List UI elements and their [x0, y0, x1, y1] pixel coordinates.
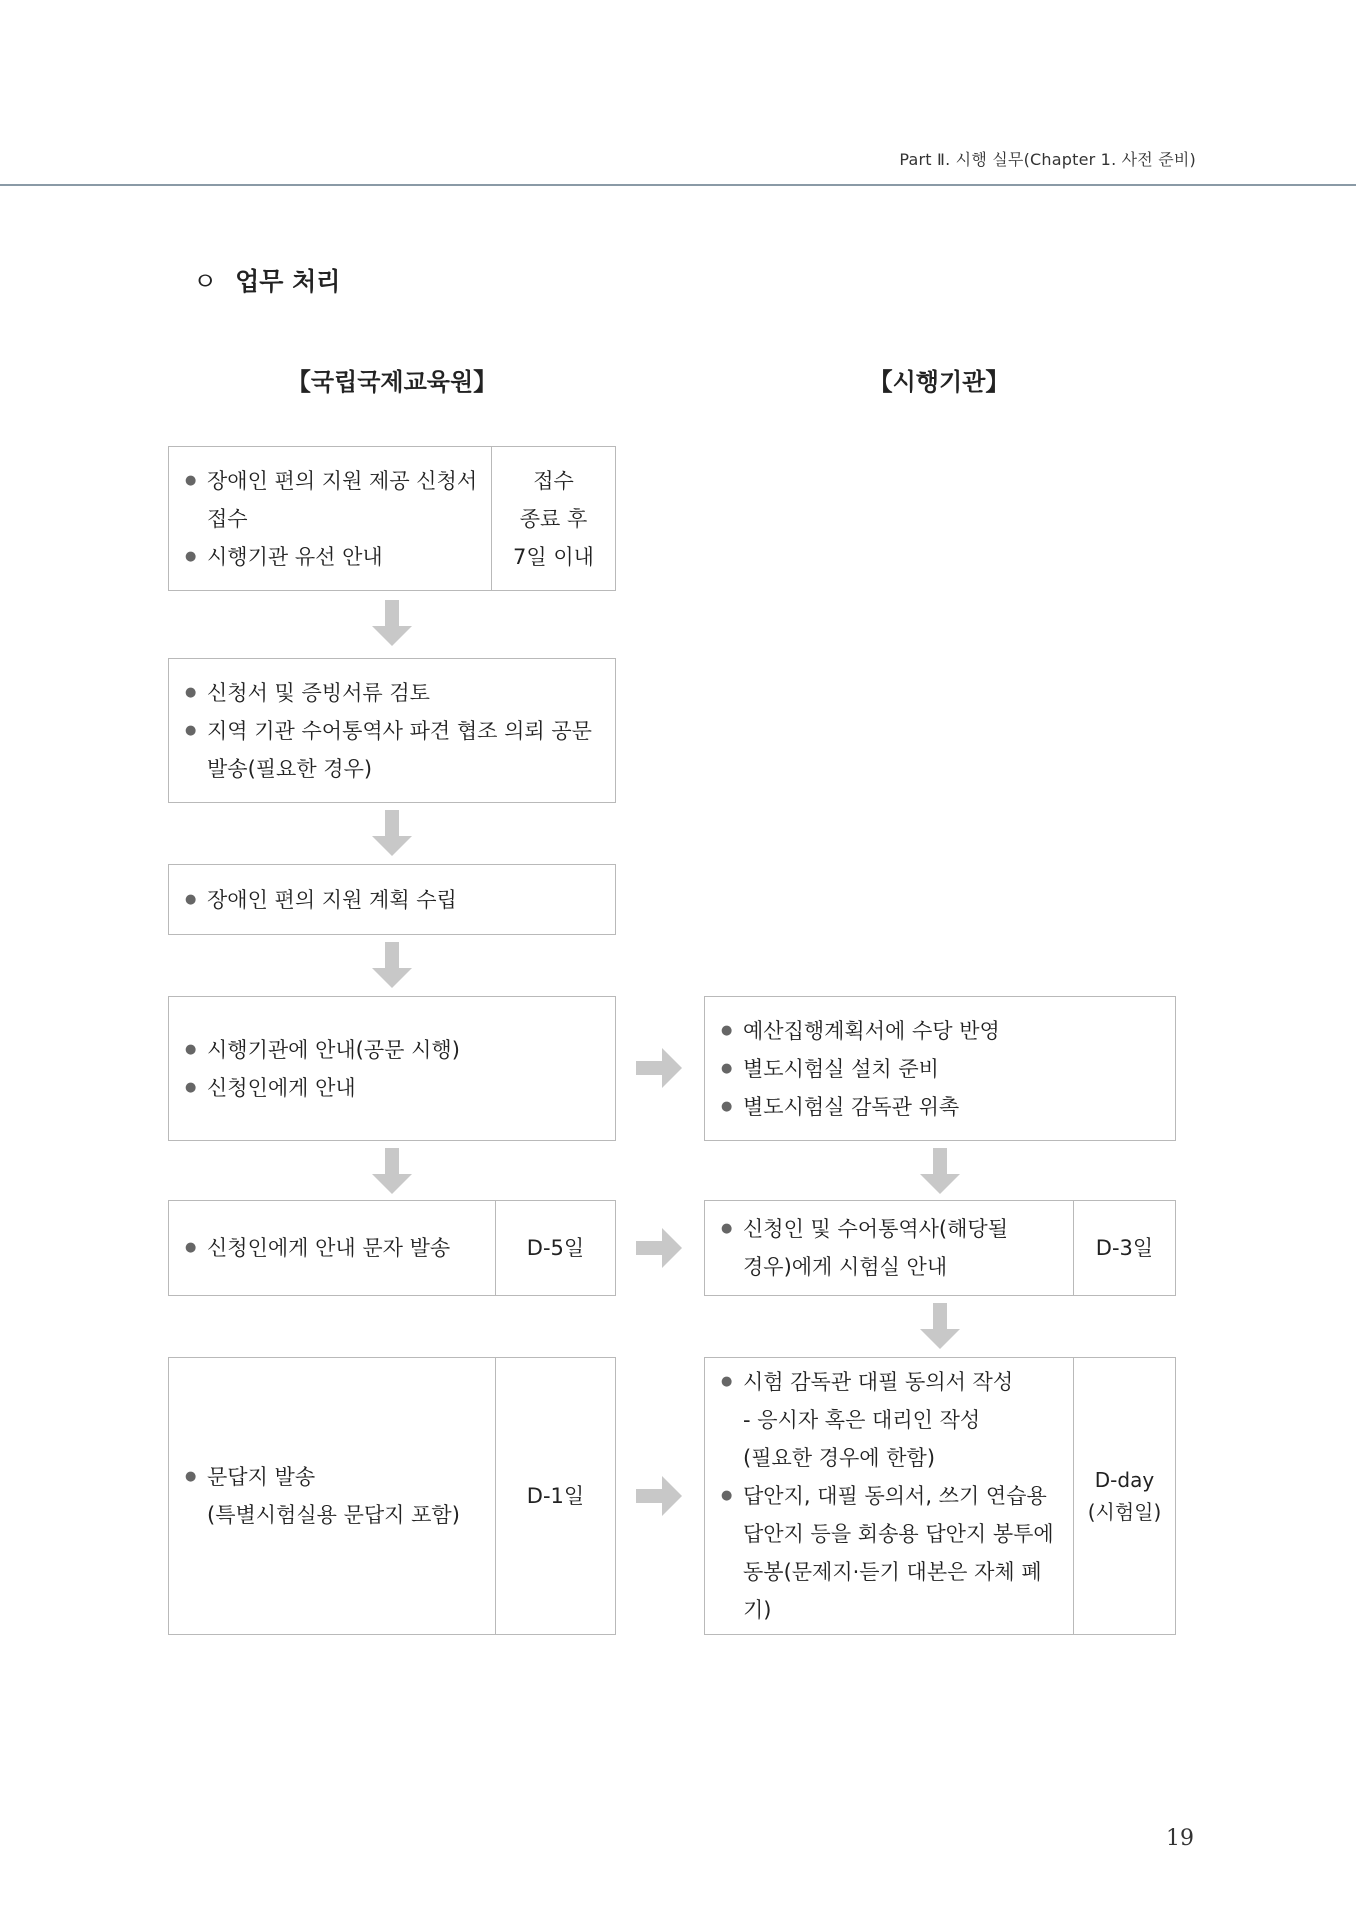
list-item: ● 답안지, 대필 동의서, 쓰기 연습용 답안지 등을 회송용 답안지 봉투에 동봉(문제지·듣기 대본은 자체 폐기)	[721, 1477, 1063, 1629]
step-box-support-plan	[168, 864, 616, 935]
list-item: ● 신청인에게 안내	[185, 1069, 605, 1107]
right-arrow-icon	[636, 1046, 684, 1090]
down-arrow-icon	[918, 1303, 962, 1351]
down-arrow-icon	[370, 810, 414, 858]
step-box-send-sms	[168, 1200, 616, 1296]
timing-cell: D-5일	[495, 1201, 615, 1295]
bullet-icon: ●	[721, 1022, 733, 1038]
list-item: ● 장애인 편의 지원 제공 신청서 접수	[185, 462, 481, 538]
right-arrow-icon	[636, 1226, 684, 1270]
right-arrow-icon	[636, 1474, 684, 1518]
list-item: ● 별도시험실 감독관 위촉	[721, 1088, 1165, 1126]
bullet-icon: ●	[185, 1240, 197, 1255]
bullet-icon: ●	[185, 1079, 197, 1095]
section-bullet: ㅇ	[193, 267, 218, 296]
list-item: ● 신청서 및 증빙서류 검토	[185, 674, 605, 712]
list-item: ● 문답지 발송 (특별시험실용 문답지 포함)	[185, 1458, 485, 1534]
bullet-icon: ●	[185, 684, 197, 700]
step-box-ship-papers	[168, 1357, 616, 1635]
list-item: ● 시험 감독관 대필 동의서 작성 - 응시자 혹은 대리인 작성 (필요한 경우에 한함)	[721, 1363, 1063, 1477]
list-item: ● 장애인 편의 지원 계획 수립	[185, 881, 605, 919]
step-box-exam-room-prep	[704, 996, 1176, 1141]
list-item: ● 신청인 및 수어통역사(해당될 경우)에게 시험실 안내	[721, 1210, 1063, 1286]
section-heading	[193, 262, 340, 298]
timing-cell: D-3일	[1073, 1201, 1175, 1295]
bullet-icon: ●	[721, 1060, 733, 1076]
list-item: ● 별도시험실 설치 준비	[721, 1050, 1165, 1088]
bullet-icon: ●	[185, 548, 197, 564]
running-header: Part Ⅱ. 시행 실무(Chapter 1. 사전 준비)	[899, 150, 1196, 169]
bullet-icon: ●	[721, 1374, 733, 1389]
bullet-icon: ●	[721, 1221, 733, 1236]
column-header-left: 【국립국제교육원】	[286, 368, 498, 396]
bullet-icon: ●	[721, 1488, 733, 1503]
step-box-review-documents	[168, 658, 616, 803]
down-arrow-icon	[370, 600, 414, 648]
page-number: 19	[1166, 1826, 1194, 1851]
down-arrow-icon	[918, 1148, 962, 1196]
bullet-icon: ●	[185, 1041, 197, 1057]
list-item: ● 신청인에게 안내 문자 발송	[185, 1229, 485, 1267]
header-divider	[0, 184, 1356, 186]
timing-cell: D-day (시험일)	[1073, 1358, 1175, 1634]
list-item: ● 예산집행계획서에 수당 반영	[721, 1012, 1165, 1050]
list-item: ● 지역 기관 수어통역사 파견 협조 의뢰 공문 발송(필요한 경우)	[185, 712, 605, 788]
down-arrow-icon	[370, 1148, 414, 1196]
bullet-icon: ●	[185, 472, 197, 488]
bullet-icon: ●	[185, 722, 197, 738]
list-item: ● 시행기관 유선 안내	[185, 538, 481, 576]
down-arrow-icon	[370, 942, 414, 990]
step-box-notify-agency	[168, 996, 616, 1141]
step-box-room-notice	[704, 1200, 1176, 1296]
bullet-icon: ●	[185, 1469, 197, 1484]
timing-cell: 접수 종료 후 7일 이내	[491, 447, 615, 590]
step-box-exam-day	[704, 1357, 1176, 1635]
timing-cell: D-1일	[495, 1358, 615, 1634]
section-title: 업무 처리	[235, 267, 341, 296]
bullet-icon: ●	[721, 1098, 733, 1114]
column-header-right: 【시행기관】	[868, 368, 1010, 396]
bullet-icon: ●	[185, 891, 197, 907]
step-box-receive-application	[168, 446, 616, 591]
list-item: ● 시행기관에 안내(공문 시행)	[185, 1031, 605, 1069]
